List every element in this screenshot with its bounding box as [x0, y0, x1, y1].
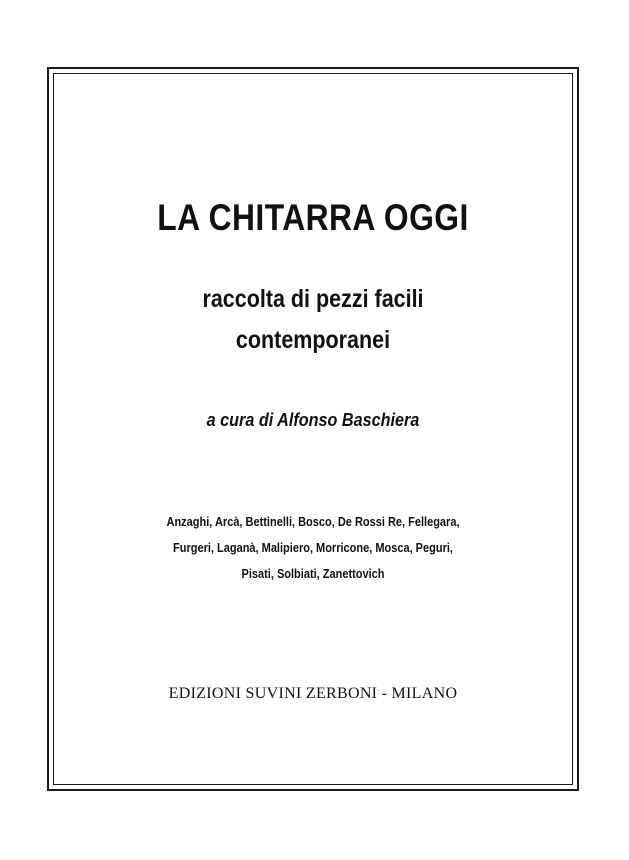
cover-subtitle-line-2: contemporanei — [235, 326, 391, 354]
cover-page — [53, 73, 573, 785]
composers-line-3: Pisati, Solbiati, Zanettovich — [241, 567, 385, 581]
cover-title: LA CHITARRA OGGI — [157, 197, 469, 238]
curator-credit: a cura di Alfonso Baschiera — [206, 410, 420, 430]
composers-line-2: Furgeri, Laganà, Malipiero, Morricone, Mosca, Peguri, — [173, 541, 453, 555]
cover-subtitle-line-1: raccolta di pezzi facili — [202, 285, 424, 313]
composers-line-1: Anzaghi, Arcà, Bettinelli, Bosco, De Rossi Re, Fellegara, — [166, 515, 460, 529]
publisher-name: EDIZIONI SUVINI ZERBONI - MILANO — [168, 685, 458, 702]
